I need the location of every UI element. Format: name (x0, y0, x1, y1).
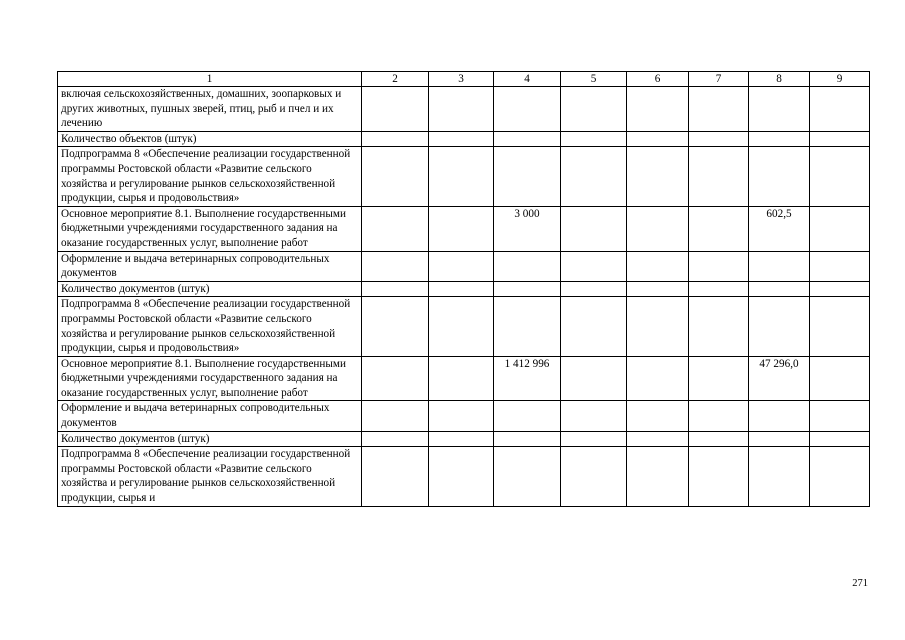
cell-col-7 (689, 356, 749, 401)
cell-col-5 (561, 356, 627, 401)
cell-col-9 (810, 147, 870, 206)
cell-col-3 (429, 131, 494, 147)
cell-col-4 (494, 147, 561, 206)
cell-col-4 (494, 131, 561, 147)
cell-col-7 (689, 87, 749, 132)
cell-col-8 (749, 297, 810, 356)
cell-col-3 (429, 147, 494, 206)
cell-col-6 (627, 356, 689, 401)
cell-col-6 (627, 206, 689, 251)
column-header: 8 (749, 72, 810, 87)
cell-col-7 (689, 431, 749, 447)
table-row (58, 87, 870, 132)
table-row (58, 281, 870, 297)
table-row (58, 251, 870, 281)
cell-col-9 (810, 431, 870, 447)
cell-col-4: 1 412 996 (494, 356, 561, 401)
row-description: Количество документов (штук) (58, 281, 362, 297)
table-row (58, 401, 870, 431)
cell-col-4 (494, 87, 561, 132)
cell-col-2 (362, 447, 429, 506)
cell-col-6 (627, 251, 689, 281)
cell-col-7 (689, 447, 749, 506)
row-description: Оформление и выдача ветеринарных сопроводительных документов (58, 251, 362, 281)
cell-col-6 (627, 131, 689, 147)
column-header: 4 (494, 72, 561, 87)
cell-col-3 (429, 87, 494, 132)
page-number: 271 (852, 578, 868, 589)
cell-col-5 (561, 297, 627, 356)
cell-col-9 (810, 206, 870, 251)
cell-col-8 (749, 281, 810, 297)
cell-col-3 (429, 297, 494, 356)
cell-col-8 (749, 431, 810, 447)
cell-col-7 (689, 251, 749, 281)
table-row (58, 297, 870, 356)
cell-col-2 (362, 251, 429, 281)
cell-col-5 (561, 147, 627, 206)
cell-col-4 (494, 431, 561, 447)
cell-col-9 (810, 251, 870, 281)
header-row (58, 72, 870, 87)
cell-col-8 (749, 401, 810, 431)
cell-col-4 (494, 401, 561, 431)
cell-col-8: 602,5 (749, 206, 810, 251)
cell-col-8 (749, 87, 810, 132)
cell-col-4 (494, 281, 561, 297)
cell-col-2 (362, 87, 429, 132)
cell-col-5 (561, 131, 627, 147)
cell-col-9 (810, 87, 870, 132)
row-description: Подпрограмма 8 «Обеспечение реализации государственной программы Ростовской области «Развитие сельского хозяйства и регулирование рынков сельскохозяйственной продукции, сырья и (58, 447, 362, 506)
cell-col-9 (810, 401, 870, 431)
table-row (58, 131, 870, 147)
cell-col-4 (494, 447, 561, 506)
cell-col-8 (749, 131, 810, 147)
cell-col-8 (749, 447, 810, 506)
cell-col-6 (627, 431, 689, 447)
cell-col-6 (627, 447, 689, 506)
cell-col-4: 3 000 (494, 206, 561, 251)
table-row (58, 147, 870, 206)
row-description: Подпрограмма 8 «Обеспечение реализации государственной программы Ростовской области «Развитие сельского хозяйства и регулирование рынков сельскохозяйственной продукции, сырья и продовольствия» (58, 147, 362, 206)
cell-col-3 (429, 356, 494, 401)
cell-col-2 (362, 147, 429, 206)
data-table (57, 71, 870, 507)
cell-col-2 (362, 131, 429, 147)
cell-col-8 (749, 251, 810, 281)
cell-col-3 (429, 447, 494, 506)
cell-col-5 (561, 87, 627, 132)
cell-col-6 (627, 281, 689, 297)
cell-col-5 (561, 447, 627, 506)
cell-col-9 (810, 356, 870, 401)
cell-col-3 (429, 251, 494, 281)
row-description: Оформление и выдача ветеринарных сопроводительных документов (58, 401, 362, 431)
cell-col-3 (429, 206, 494, 251)
column-header: 3 (429, 72, 494, 87)
cell-col-7 (689, 297, 749, 356)
column-header: 9 (810, 72, 870, 87)
row-description: Количество объектов (штук) (58, 131, 362, 147)
cell-col-9 (810, 281, 870, 297)
column-header: 5 (561, 72, 627, 87)
cell-col-6 (627, 401, 689, 431)
cell-col-6 (627, 147, 689, 206)
cell-col-7 (689, 401, 749, 431)
row-description: Основное мероприятие 8.1. Выполнение государственными бюджетными учреждениями государственного задания на оказание государственных услуг, выполнение работ (58, 206, 362, 251)
cell-col-9 (810, 447, 870, 506)
cell-col-7 (689, 147, 749, 206)
cell-col-8: 47 296,0 (749, 356, 810, 401)
column-header: 6 (627, 72, 689, 87)
cell-col-9 (810, 131, 870, 147)
cell-col-2 (362, 206, 429, 251)
cell-col-9 (810, 297, 870, 356)
cell-col-7 (689, 281, 749, 297)
column-header: 1 (58, 72, 362, 87)
table-row (58, 447, 870, 506)
cell-col-6 (627, 87, 689, 132)
cell-col-3 (429, 431, 494, 447)
cell-col-2 (362, 297, 429, 356)
row-description: включая сельскохозяйственных, домашних, зоопарковых и других животных, пушных зверей, птиц, рыб и пчел и их лечению (58, 87, 362, 132)
cell-col-2 (362, 281, 429, 297)
table-row (58, 356, 870, 401)
cell-col-3 (429, 281, 494, 297)
column-header: 7 (689, 72, 749, 87)
cell-col-5 (561, 401, 627, 431)
cell-col-3 (429, 401, 494, 431)
table-row (58, 431, 870, 447)
table-row (58, 206, 870, 251)
cell-col-7 (689, 206, 749, 251)
cell-col-5 (561, 251, 627, 281)
cell-col-2 (362, 401, 429, 431)
cell-col-8 (749, 147, 810, 206)
row-description: Подпрограмма 8 «Обеспечение реализации государственной программы Ростовской области «Развитие сельского хозяйства и регулирование рынков сельскохозяйственной продукции, сырья и продовольствия» (58, 297, 362, 356)
cell-col-5 (561, 281, 627, 297)
cell-col-5 (561, 206, 627, 251)
cell-col-4 (494, 297, 561, 356)
cell-col-7 (689, 131, 749, 147)
column-header: 2 (362, 72, 429, 87)
cell-col-2 (362, 356, 429, 401)
cell-col-6 (627, 297, 689, 356)
cell-col-5 (561, 431, 627, 447)
cell-col-4 (494, 251, 561, 281)
row-description: Основное мероприятие 8.1. Выполнение государственными бюджетными учреждениями государственного задания на оказание государственных услуг, выполнение работ (58, 356, 362, 401)
row-description: Количество документов (штук) (58, 431, 362, 447)
cell-col-2 (362, 431, 429, 447)
